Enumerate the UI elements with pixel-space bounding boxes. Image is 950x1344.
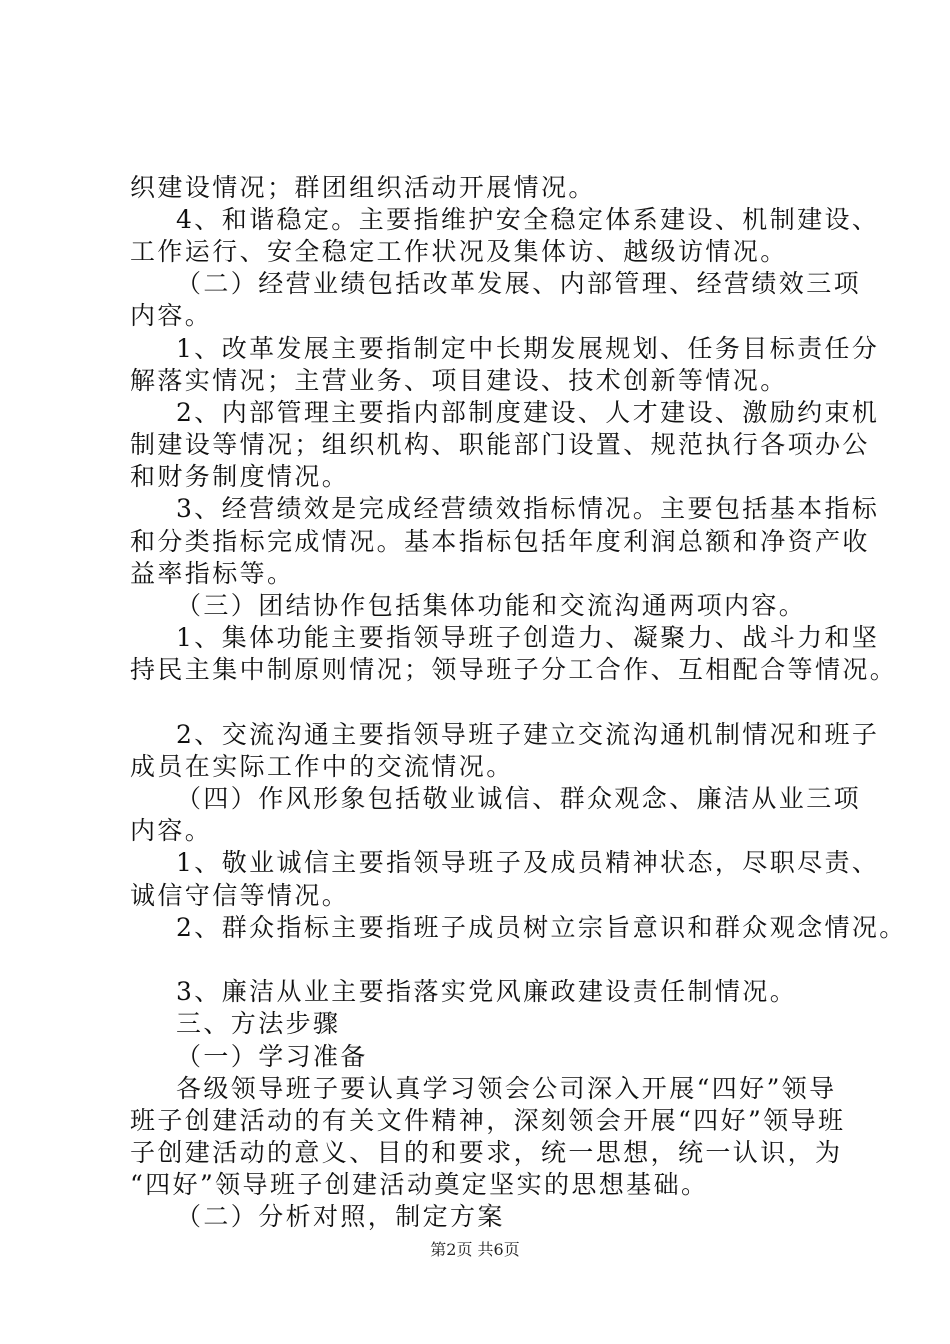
text-line: 解落实情况；主营业务、项目建设、技术创新等情况。 — [130, 366, 788, 395]
text-line: 内容。 — [130, 301, 213, 330]
text-line: 诚信守信等情况。 — [130, 881, 350, 910]
text-line: 3、经营绩效是完成经营绩效指标情况。主要包括基本指标 — [176, 494, 880, 523]
text-line: （二）分析对照，制定方案 — [176, 1202, 505, 1231]
text-line: 成员在实际工作中的交流情况。 — [130, 752, 514, 781]
text-line: 制建设等情况；组织机构、职能部门设置、规范执行各项办公 — [130, 430, 870, 459]
text-line: 2、群众指标主要指班子成员树立宗旨意识和群众观念情况。 — [176, 913, 907, 942]
text-line: 3、廉洁从业主要指落实党风廉政建设责任制情况。 — [176, 977, 798, 1006]
text-line: 4、和谐稳定。主要指维护安全稳定体系建设、机制建设、 — [176, 205, 880, 234]
text-line: 2、内部管理主要指内部制度建设、人才建设、激励约束机 — [176, 398, 880, 427]
text-line: 各级领导班子要认真学习领会公司深入开展“四好”领导 — [176, 1074, 837, 1103]
text-line: 和分类指标完成情况。基本指标包括年度利润总额和净资产收 — [130, 527, 870, 556]
text-line: 1、集体功能主要指领导班子创造力、凝聚力、战斗力和坚 — [176, 623, 880, 652]
text-line: 子创建活动的意义、目的和要求，统一思想，统一认识，为 — [130, 1138, 843, 1167]
text-line: 内容。 — [130, 816, 213, 845]
text-line: 织建设情况；群团组织活动开展情况。 — [130, 173, 596, 202]
text-line: 工作运行、安全稳定工作状况及集体访、越级访情况。 — [130, 237, 788, 266]
text-line: “四好”领导班子创建活动奠定坚实的思想基础。 — [130, 1170, 709, 1199]
text-line: 2、交流沟通主要指领导班子建立交流沟通机制情况和班子 — [176, 720, 880, 749]
text-line: 1、敬业诚信主要指领导班子及成员精神状态，尽职尽责、 — [176, 848, 880, 877]
text-line: 益率指标等。 — [130, 559, 295, 588]
text-line: 持民主集中制原则情况；领导班子分工合作、互相配合等情况。 — [130, 655, 898, 684]
text-line: 和财务制度情况。 — [130, 462, 350, 491]
text-line: （四）作风形象包括敬业诚信、群众观念、廉洁从业三项 — [176, 784, 862, 813]
text-line: 三、方法步骤 — [176, 1009, 341, 1038]
text-line: （一）学习准备 — [176, 1042, 368, 1071]
text-line: 1、改革发展主要指制定中长期发展规划、任务目标责任分 — [176, 334, 880, 363]
text-line: （二）经营业绩包括改革发展、内部管理、经营绩效三项 — [176, 269, 862, 298]
text-line: （三）团结协作包括集体功能和交流沟通两项内容。 — [176, 591, 807, 620]
text-line: 班子创建活动的有关文件精神，深刻领会开展“四好”领导班 — [130, 1106, 846, 1135]
page-number-footer: 第2页 共6页 — [430, 1240, 520, 1259]
